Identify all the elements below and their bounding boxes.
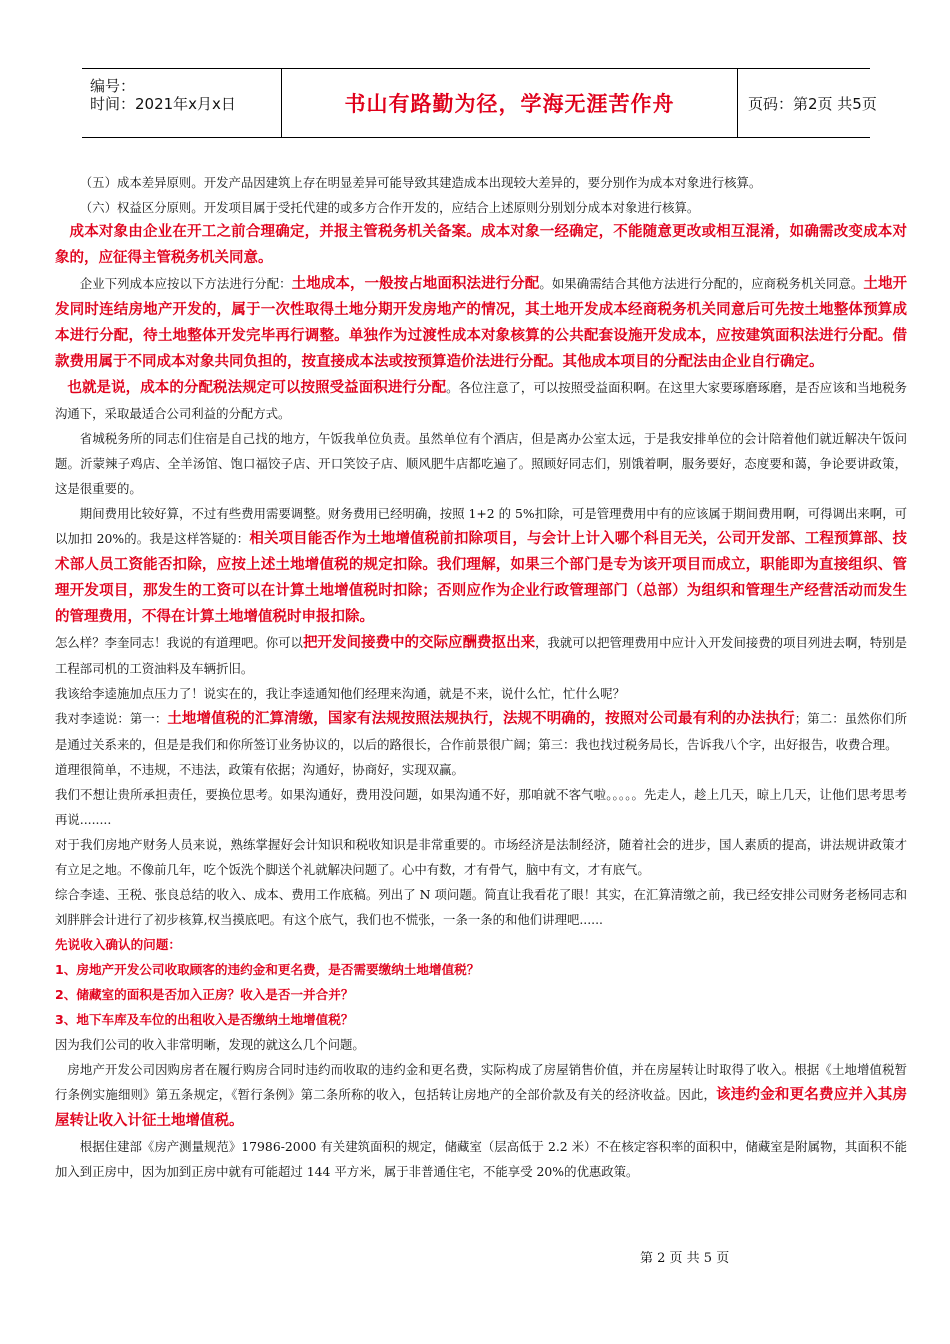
paragraph: 企业下列成本应按以下方法进行分配：土地成本，一般按占地面积法进行分配。如果确需结合其他方法进行分配的，应商税务机关同意。土地开发同时连结房地产开发的，属于一次性取得土地分期开发房地产的情况，其土地开发成本经商税务机关同意后可先按土地整体预算成本进行分配，待土地整体开发完毕再行调整。单独作为过渡性成本对象核算的公共配套设施开发成本，应按建筑面积法进行分配。借款费用属于不同成本对象共同负担的，按直接成本法或按预算造价法进行分配。其他成本项目的分配法由企业自行确定。 bbox=[55, 276, 908, 370]
header-motto: 书山有路勤为径，学海无涯苦作舟 bbox=[344, 92, 675, 116]
paragraph: 因为我们公司的收入非常明晰，发现的就这么几个问题。 bbox=[55, 1037, 365, 1052]
question-item: 1、房地产开发公司收取顾客的违约金和更名费，是否需要缴纳土地增值税？ bbox=[55, 962, 480, 977]
question-item: 2、储藏室的面积是否加入正房？收入是否一并合并？ bbox=[55, 987, 354, 1002]
paragraph: 道理很简单，不违规，不违法，政策有依据；沟通好，协商好，实现双赢。 bbox=[55, 762, 464, 777]
paragraph: 我该给李逵施加点压力了！说实在的，我让李逵通知他们经理来沟通，就是不来，说什么忙，忙什么呢？ bbox=[55, 686, 625, 701]
page-header bbox=[82, 68, 877, 138]
paragraph: 综合李逵、王税、张良总结的收入、成本、费用工作底稿。列出了 N 项问题。简直让我看花了眼！其实，在汇算清缴之前，我已经安排公司财务老杨同志和刘胖胖会计进行了初步核算,权当摸底吧。有这个底气，我们也不慌张，一条一条的和他们讲理吧...... bbox=[55, 887, 907, 927]
paragraph: （五）成本差异原则。开发产品因建筑上存在明显差异可能导致其建造成本出现较大差异的，要分别作为成本对象进行核算。 bbox=[79, 175, 762, 190]
section-heading: 先说收入确认的问题： bbox=[55, 937, 181, 952]
header-page-info: 页码：第2页 共5页 bbox=[748, 94, 877, 113]
paragraph: 我们不想让贵所承担责任，要换位思考。如果沟通好，费用没问题，如果沟通不好，那咱就不客气啦。。。。。先走人，趁上几天，晾上几天，让他们思考思考再说........ bbox=[55, 787, 907, 827]
paragraph-highlight: 成本对象由企业在开工之前合理确定，并报主管税务机关备案。成本对象一经确定，不能随意更改或相互混淆，如确需改变成本对象的，应征得主管税务机关同意。 bbox=[55, 224, 907, 266]
document-date: 时间：2021年x月x日 bbox=[90, 95, 236, 113]
page-footer: 第 2 页 共 5 页 bbox=[640, 1251, 730, 1266]
paragraph: 我对李逵说：第一：土地增值税的汇算清缴，国家有法规按照法规执行，法规不明确的，按照对公司最有利的办法执行；第二：虽然你们所是通过关系来的，但是是我们和你所签订业务协议的，以后的路很长，合作前景很广阔；第三：我也找过税务局长，告诉我八个字，出好报告，收费合理。 bbox=[55, 711, 908, 752]
paragraph: 根据住建部《房产测量规范》17986-2000 有关建筑面积的规定，储藏室（层高低于 2.2 米）不在核定容积率的面积中，储藏室是附属物，其面积不能加入到正房中，因为加到正房中就有可能超过 144 平方米，属于非普通住宅，不能享受 20%的优惠政策。 bbox=[55, 1139, 907, 1179]
question-item: 3、地下车库及车位的出租收入是否缴纳土地增值税？ bbox=[55, 1012, 354, 1027]
paragraph: 房地产开发公司因购房者在履行购房合同时违约而收取的违约金和更名费，实际构成了房屋销售价值，并在房屋转让时取得了收入。根据《土地增值税暂行条例实施细则》第五条规定，《暂行条例》第二条所称的收入，包括转让房地产的全部价款及有关的经济收益。因此，该违约金和更名费应并入其房屋转让收入计征土地增值税。 bbox=[55, 1062, 907, 1129]
paragraph: 期间费用比较好算，不过有些费用需要调整。财务费用已经明确，按照 1+2 的 5%扣除，可是管理费用中有的应该属于期间费用啊，可得调出来啊，可以加扣 20%的。我是这样答疑的：相关项目能否作为土地增值税前扣除项目，与会计上计入哪个科目无关，公司开发部、工程预算部、技术部人员工资能否扣除，应按上述土地增值税的规定扣除。我们理解，如果三个部门是专为该开项目而成立，职能即为直接组织、管理开发项目，那发生的工资可以在计算土地增值税时扣除；否则应作为企业行政管理部门（总部）为组织和管理生产经营活动而发生的管理费用，不得在计算土地增值税时申报扣除。 bbox=[55, 506, 907, 625]
paragraph: 对于我们房地产财务人员来说，熟练掌握好会计知识和税收知识是非常重要的。市场经济是法制经济，随着社会的进步，国人素质的提高，讲法规讲政策才有立足之地。不像前几年，吃个饭洗个脚送个礼就解决问题了。心中有数，才有骨气，脑中有文，才有底气。 bbox=[55, 837, 907, 877]
header-page-cell bbox=[738, 69, 877, 137]
paragraph: （六）权益区分原则。开发项目属于受托代建的或多方合作开发的，应结合上述原则分别划分成本对象进行核算。 bbox=[79, 200, 700, 215]
paragraph: 省城税务所的同志们住宿是自己找的地方，午饭我单位负责。虽然单位有个酒店，但是离办公室太远，于是我安排单位的会计陪着他们就近解决午饭问题。沂蒙辣子鸡店、全羊汤馆、饱口福饺子店、开口笑饺子店、顺风肥牛店都吃遍了。照顾好同志们，别饿着啊，服务要好，态度要和蔼，争论要讲政策，这是很重要的。 bbox=[55, 431, 907, 496]
document-number-label: 编号： bbox=[90, 77, 136, 95]
paragraph: 怎么样？李奎同志！我说的有道理吧。你可以把开发间接费中的交际应酬费抠出来，我就可以把管理费用中应计入开发间接费的项目列进去啊，特别是工程部司机的工资油料及车辆折旧。 bbox=[55, 635, 908, 676]
paragraph: 也就是说，成本的分配税法规定可以按照受益面积进行分配。各位注意了，可以按照受益面积啊。在这里大家要琢磨琢磨，是否应该和当地税务沟通下，采取最适合公司利益的分配方式。 bbox=[55, 380, 908, 421]
header-left-cell bbox=[82, 69, 282, 137]
header-motto-cell bbox=[282, 69, 738, 137]
document-body bbox=[55, 170, 907, 1184]
